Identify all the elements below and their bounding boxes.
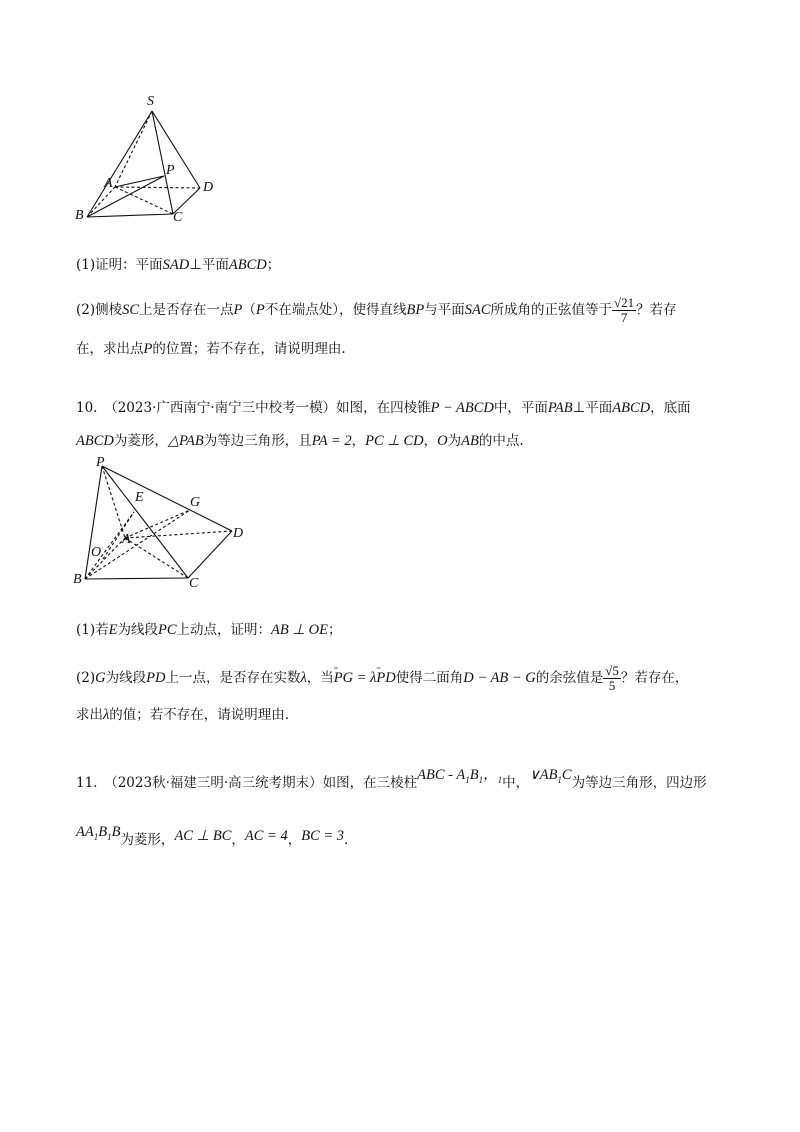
math-abcd: ABCD bbox=[76, 433, 114, 449]
math-lambda: λ bbox=[300, 670, 307, 686]
question-9-part-2-line-2 bbox=[76, 339, 346, 359]
math-ac-eq-4: AC = 4 bbox=[244, 828, 288, 844]
math-aa: AA bbox=[76, 824, 94, 840]
text: 使得二面角 bbox=[395, 670, 464, 686]
math-eq-lambda: = λ bbox=[353, 670, 377, 686]
text: 中，平面 bbox=[493, 400, 548, 416]
vertex-label-o: O bbox=[91, 545, 102, 560]
math-abc-a: ABC - A bbox=[417, 767, 466, 783]
question-10-part-2-line-1 bbox=[76, 664, 688, 693]
math-o: O bbox=[437, 433, 448, 449]
question-10-part-1 bbox=[76, 620, 341, 640]
question-10-line-2 bbox=[76, 431, 524, 451]
perp-symbol: ⊥ bbox=[189, 257, 202, 273]
fraction-sqrt21-over-7 bbox=[612, 296, 636, 325]
math-c: C bbox=[561, 767, 572, 783]
text: ？若存在， bbox=[620, 670, 689, 686]
vertex-label-c: C bbox=[189, 576, 199, 591]
math-bp: BP bbox=[406, 302, 425, 318]
math-pa-eq-2: PA = 2 bbox=[311, 433, 352, 449]
math-ac-perp-bc: AC ⊥ BC bbox=[174, 828, 232, 844]
math-pc: PC bbox=[157, 622, 177, 638]
fraction-denominator: 5 bbox=[603, 678, 621, 693]
math-b: B bbox=[98, 824, 108, 840]
text: 上一点，是否存在实数 bbox=[165, 670, 301, 686]
subscript: 1 bbox=[465, 774, 470, 785]
text: . bbox=[344, 832, 349, 848]
math-lambda: λ bbox=[103, 707, 110, 723]
text: (2)侧棱 bbox=[76, 302, 123, 318]
text: 的位置；若不存在，请说明理由. bbox=[152, 341, 346, 357]
math-d-ab-g: D − AB − G bbox=[463, 670, 536, 686]
vertex-label-e: E bbox=[135, 490, 144, 505]
text: 为菱形， bbox=[113, 433, 168, 449]
perp-symbol: ⊥ bbox=[572, 400, 586, 416]
vertex-label-a: A bbox=[122, 532, 131, 547]
text: ； bbox=[266, 257, 281, 273]
text: 为线段 bbox=[117, 622, 158, 638]
question-9-part-2-line-1 bbox=[76, 296, 677, 325]
text: 所成角的正弦值等于 bbox=[490, 302, 613, 318]
math-ab: AB bbox=[461, 433, 479, 449]
fraction-numerator: √21 bbox=[614, 295, 635, 310]
question-11-line-2 bbox=[76, 824, 349, 855]
math-pd: PD bbox=[146, 670, 166, 686]
question-10-line-1 bbox=[76, 398, 691, 418]
vertex-label-d: D bbox=[233, 526, 244, 541]
math-b: B bbox=[111, 824, 121, 840]
math-g: G bbox=[95, 670, 106, 686]
text: 中， bbox=[502, 775, 530, 791]
text: ， bbox=[423, 433, 438, 449]
subscript: 1 bbox=[557, 774, 562, 785]
text: ，底面 bbox=[650, 400, 691, 416]
subscript: 1 bbox=[107, 831, 112, 842]
text: 的中点. bbox=[478, 433, 524, 449]
math-ab-perp-oe: AB ⊥ OE bbox=[271, 622, 328, 638]
vertex-label-b: B bbox=[73, 572, 82, 587]
vertex-label-b: B bbox=[75, 208, 84, 223]
fraction-sqrt5-over-5 bbox=[603, 664, 621, 693]
math-p-abcd: P − ABCD bbox=[430, 400, 494, 416]
math-e: E bbox=[108, 622, 118, 638]
text: 在，求出点 bbox=[76, 341, 144, 357]
text: ？若存 bbox=[636, 302, 677, 318]
text: 与平面 bbox=[424, 302, 465, 318]
math-p: P bbox=[255, 302, 265, 318]
vertex-label-c: C bbox=[173, 210, 183, 225]
text: 为线段 bbox=[105, 670, 147, 686]
text: (2) bbox=[76, 670, 96, 686]
math-sc: SC bbox=[122, 302, 140, 318]
subscript: 1 bbox=[478, 774, 484, 785]
text: 为菱形， bbox=[120, 832, 175, 848]
fraction-denominator: 7 bbox=[612, 310, 636, 325]
subscript: 1 bbox=[497, 774, 503, 785]
math-b: B bbox=[469, 767, 479, 783]
math-triangle-ab: ∨AB bbox=[529, 767, 558, 783]
vertex-label-s: S bbox=[147, 94, 154, 109]
question-9-part-1 bbox=[76, 255, 280, 275]
pyramid-figure-1 bbox=[60, 90, 230, 230]
question-11-line-1 bbox=[76, 767, 707, 798]
text: 11. （2023秋·福建三明·高三统考期末）如图，在三棱柱 bbox=[76, 775, 418, 791]
vertex-label-p: P bbox=[166, 163, 175, 178]
text: ， bbox=[231, 832, 245, 848]
text: 上是否存在一点 bbox=[139, 302, 234, 318]
text: ； bbox=[327, 622, 342, 638]
math-abcd: ABCD bbox=[612, 400, 651, 416]
math-abcd: ABCD bbox=[228, 257, 267, 273]
vector-pg: ▫▫▫ PG bbox=[334, 668, 353, 688]
text: 求出 bbox=[76, 707, 103, 723]
text: 不在端点处），使得直线 bbox=[264, 302, 407, 318]
vector-pd: ▫▫▫ PD bbox=[376, 668, 395, 688]
text: (1)证明：平面 bbox=[76, 257, 163, 273]
text: 平面 bbox=[201, 257, 229, 273]
question-10-part-2-line-2 bbox=[76, 705, 289, 725]
math-triangle-pab: △PAB bbox=[167, 433, 204, 449]
math-p: P bbox=[143, 341, 153, 357]
subscript: 1 bbox=[93, 831, 99, 842]
text: 为 bbox=[447, 433, 462, 449]
text: (1)若 bbox=[76, 622, 109, 638]
text: 平面 bbox=[585, 400, 613, 416]
text: ， bbox=[351, 433, 366, 449]
vertex-label-p: P bbox=[96, 455, 105, 470]
math-c: ， bbox=[483, 767, 498, 783]
text: ， bbox=[287, 832, 302, 848]
math-bc-eq-3: BC = 3 bbox=[301, 828, 345, 844]
math-pc-perp-cd: PC ⊥ CD bbox=[365, 433, 424, 449]
text: 为等边三角形，且 bbox=[203, 433, 312, 449]
math-sad: SAD bbox=[162, 257, 190, 273]
vertex-label-g: G bbox=[190, 495, 201, 510]
text: 的值；若不存在，请说明理由. bbox=[109, 707, 290, 723]
math-p: P bbox=[233, 302, 243, 318]
text: 上动点，证明： bbox=[176, 622, 272, 638]
text: 10. （2023·广西南宁·南宁三中校考一模）如图，在四棱锥 bbox=[76, 400, 431, 416]
pyramid-figure-2 bbox=[70, 455, 250, 595]
fraction-numerator: √5 bbox=[605, 663, 619, 678]
vertex-label-d: D bbox=[203, 180, 214, 195]
text: 为等边三角形，四边形 bbox=[571, 775, 707, 791]
text: ，当 bbox=[306, 670, 334, 686]
text: 的余弦值是 bbox=[535, 670, 604, 686]
math-sac: SAC bbox=[464, 302, 491, 318]
vertex-label-a: A bbox=[104, 176, 113, 191]
math-pab: PAB bbox=[547, 400, 573, 416]
text: （ bbox=[242, 302, 256, 318]
